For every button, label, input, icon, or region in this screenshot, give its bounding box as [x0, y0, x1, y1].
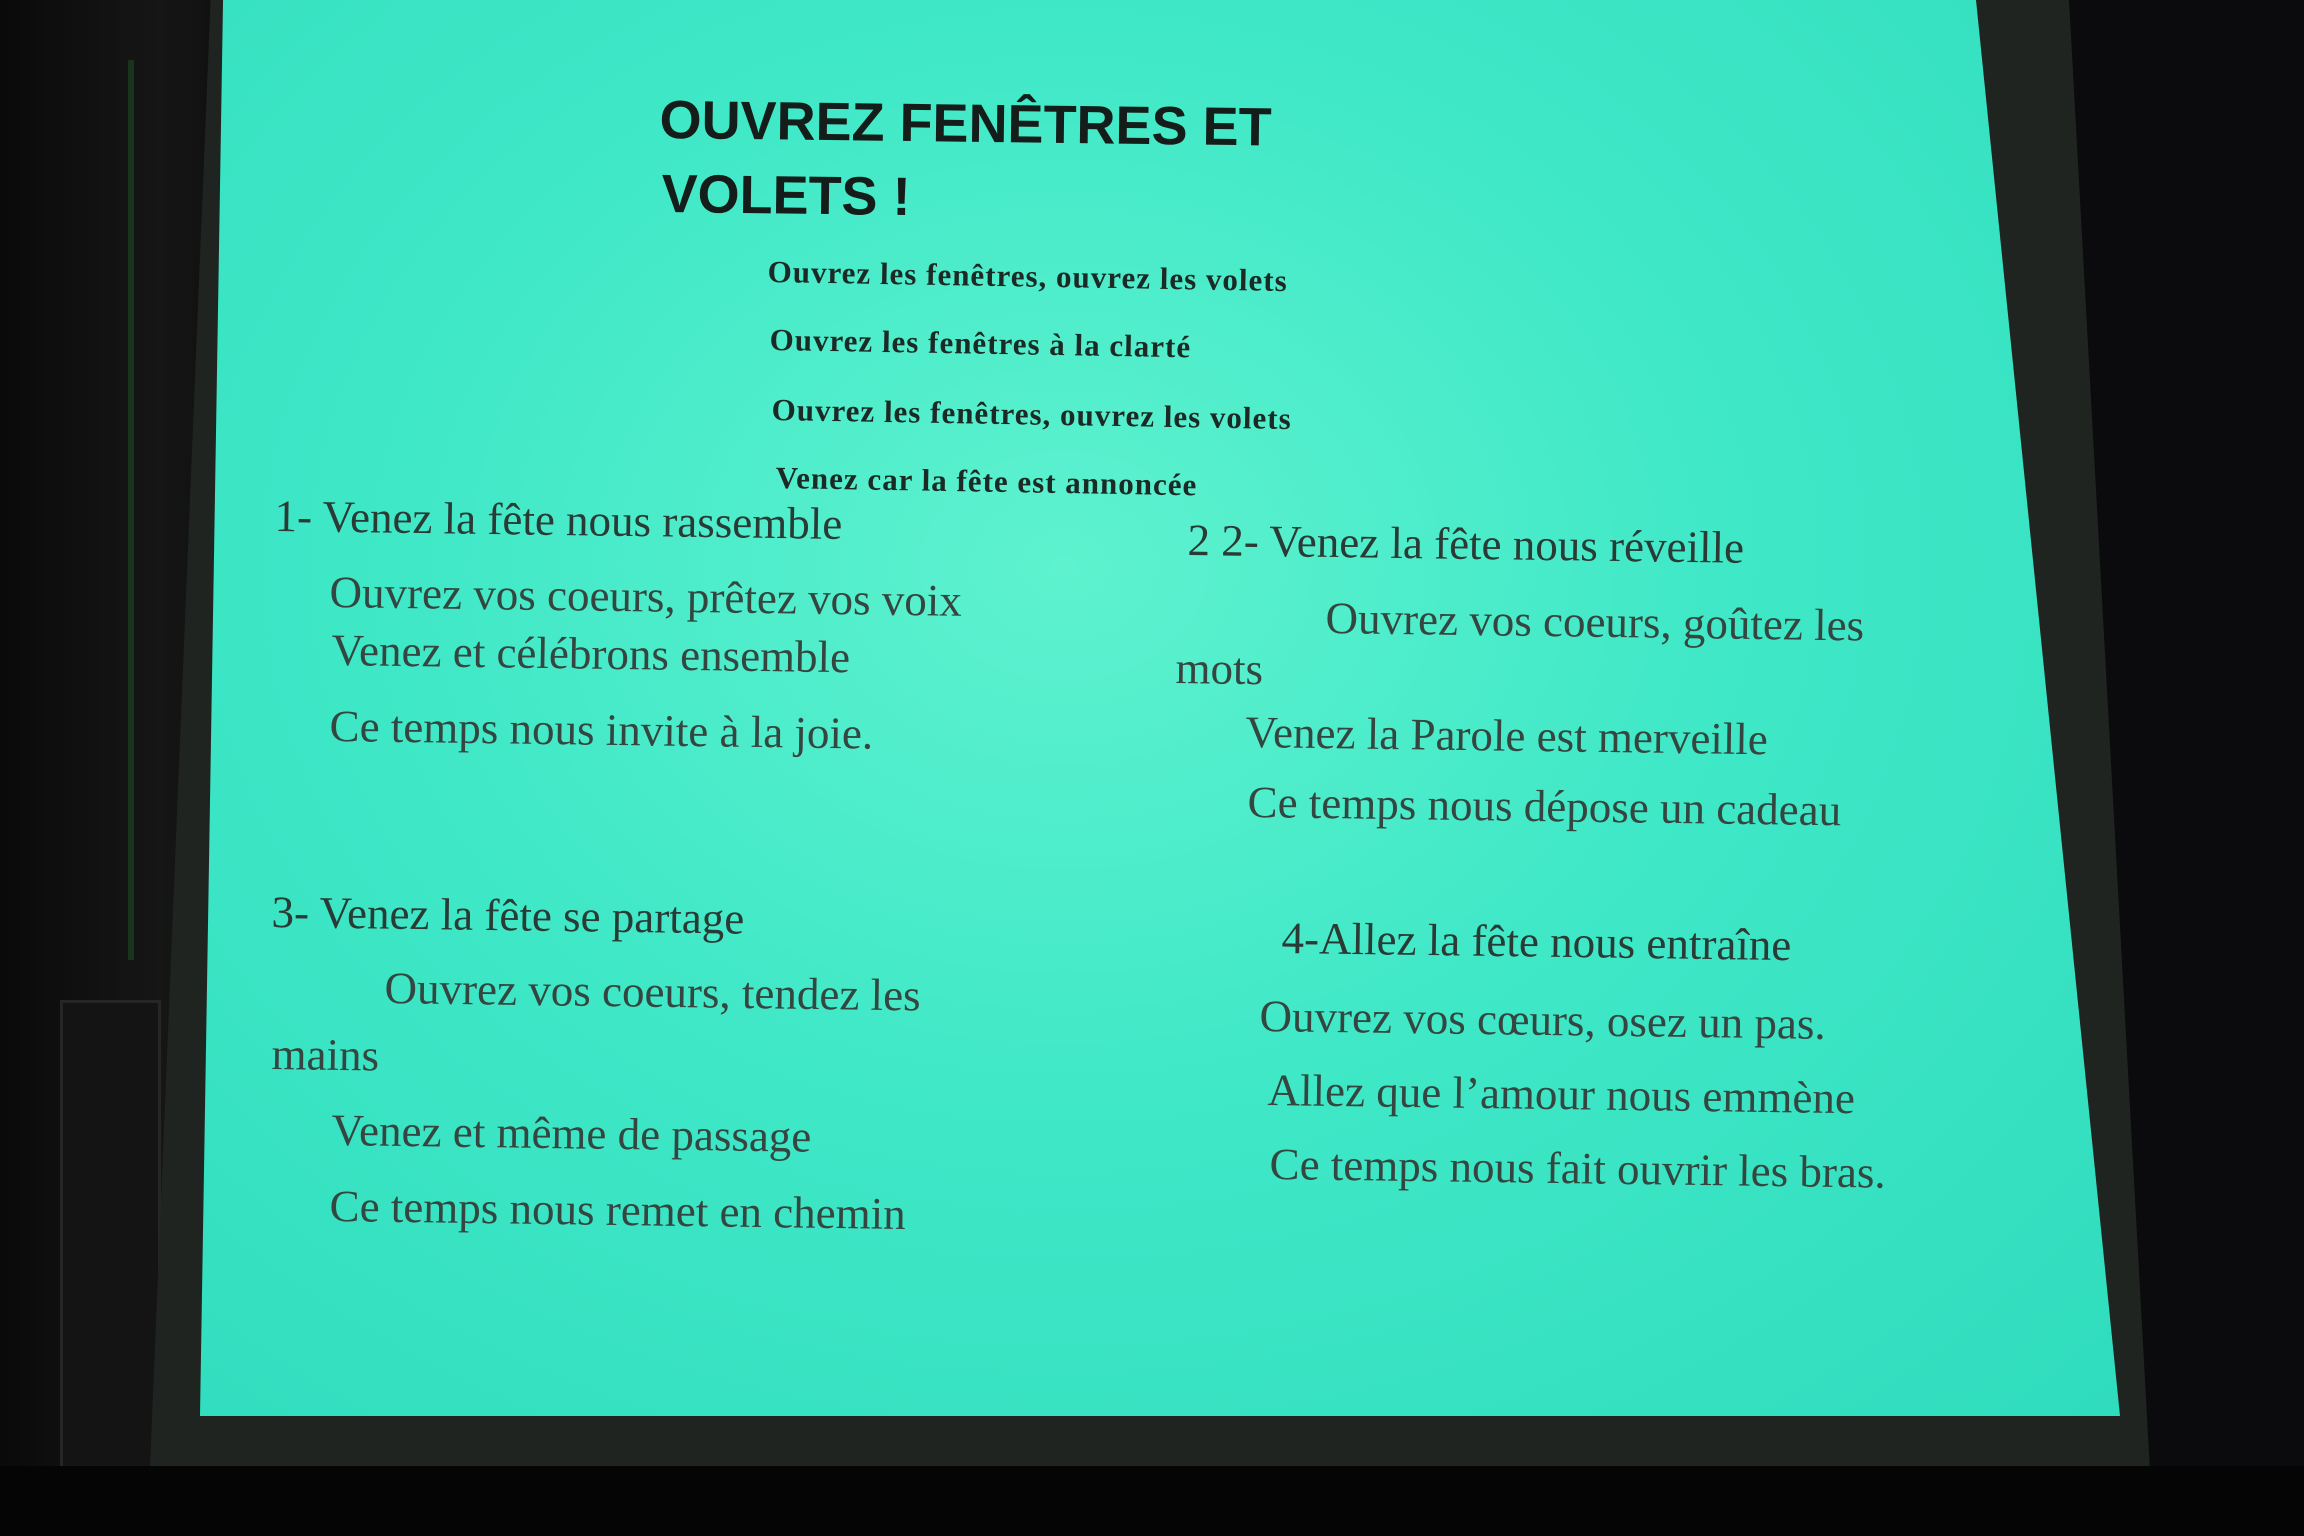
refrain-line-4: Venez car la fête est annoncée [775, 460, 1198, 503]
speaker-box [60, 1000, 161, 1486]
slide-title-line-2: VOLETS ! [661, 163, 911, 228]
refrain-line-1: Ouvrez les fenêtres, ouvrez les volets [767, 254, 1289, 299]
verse-4-line-3: Allez que l’amour nous emmène [1267, 1064, 1856, 1124]
verse-4-line-4: Ce temps nous fait ouvrir les bras. [1269, 1138, 1887, 1198]
verse-3-line-1: 3- Venez la fête se partage [271, 886, 745, 944]
verse-4-line-2: Ouvrez vos cœurs, osez un pas. [1259, 990, 1827, 1049]
verse-2-line-1: 2 2- Venez la fête nous réveille [1187, 514, 1745, 573]
stand-edge [128, 60, 134, 960]
slide-title-line-1: OUVREZ FENÊTRES ET [659, 89, 1272, 158]
verse-1-line-4: Ce temps nous invite à la joie. [329, 700, 874, 759]
verse-3-line-2: Ouvrez vos coeurs, tendez les [384, 962, 921, 1021]
verse-3-line-4: Venez et même de passage [331, 1104, 812, 1162]
verse-1-line-1: 1- Venez la fête nous rassemble [274, 490, 843, 549]
verse-3-line-5: Ce temps nous remet en chemin [329, 1180, 907, 1240]
floor-shadow [0, 1466, 2304, 1536]
verse-2-line-3: mots [1175, 642, 1264, 695]
verse-1-line-3: Venez et célébrons ensemble [331, 624, 851, 683]
refrain-line-3: Ouvrez les fenêtres, ouvrez les volets [771, 392, 1293, 437]
verse-2-line-2: Ouvrez vos coeurs, goûtez les [1325, 592, 1865, 651]
verse-3-line-3: mains [271, 1028, 380, 1081]
verse-1-line-2: Ouvrez vos coeurs, prêtez vos voix [329, 566, 963, 626]
refrain-line-2: Ouvrez les fenêtres à la clarté [769, 322, 1192, 365]
verse-4-line-1: 4-Allez la fête nous entraîne [1281, 912, 1792, 971]
verse-2-line-4: Venez la Parole est merveille [1245, 706, 1769, 765]
verse-2-line-5: Ce temps nous dépose un cadeau [1247, 776, 1842, 836]
